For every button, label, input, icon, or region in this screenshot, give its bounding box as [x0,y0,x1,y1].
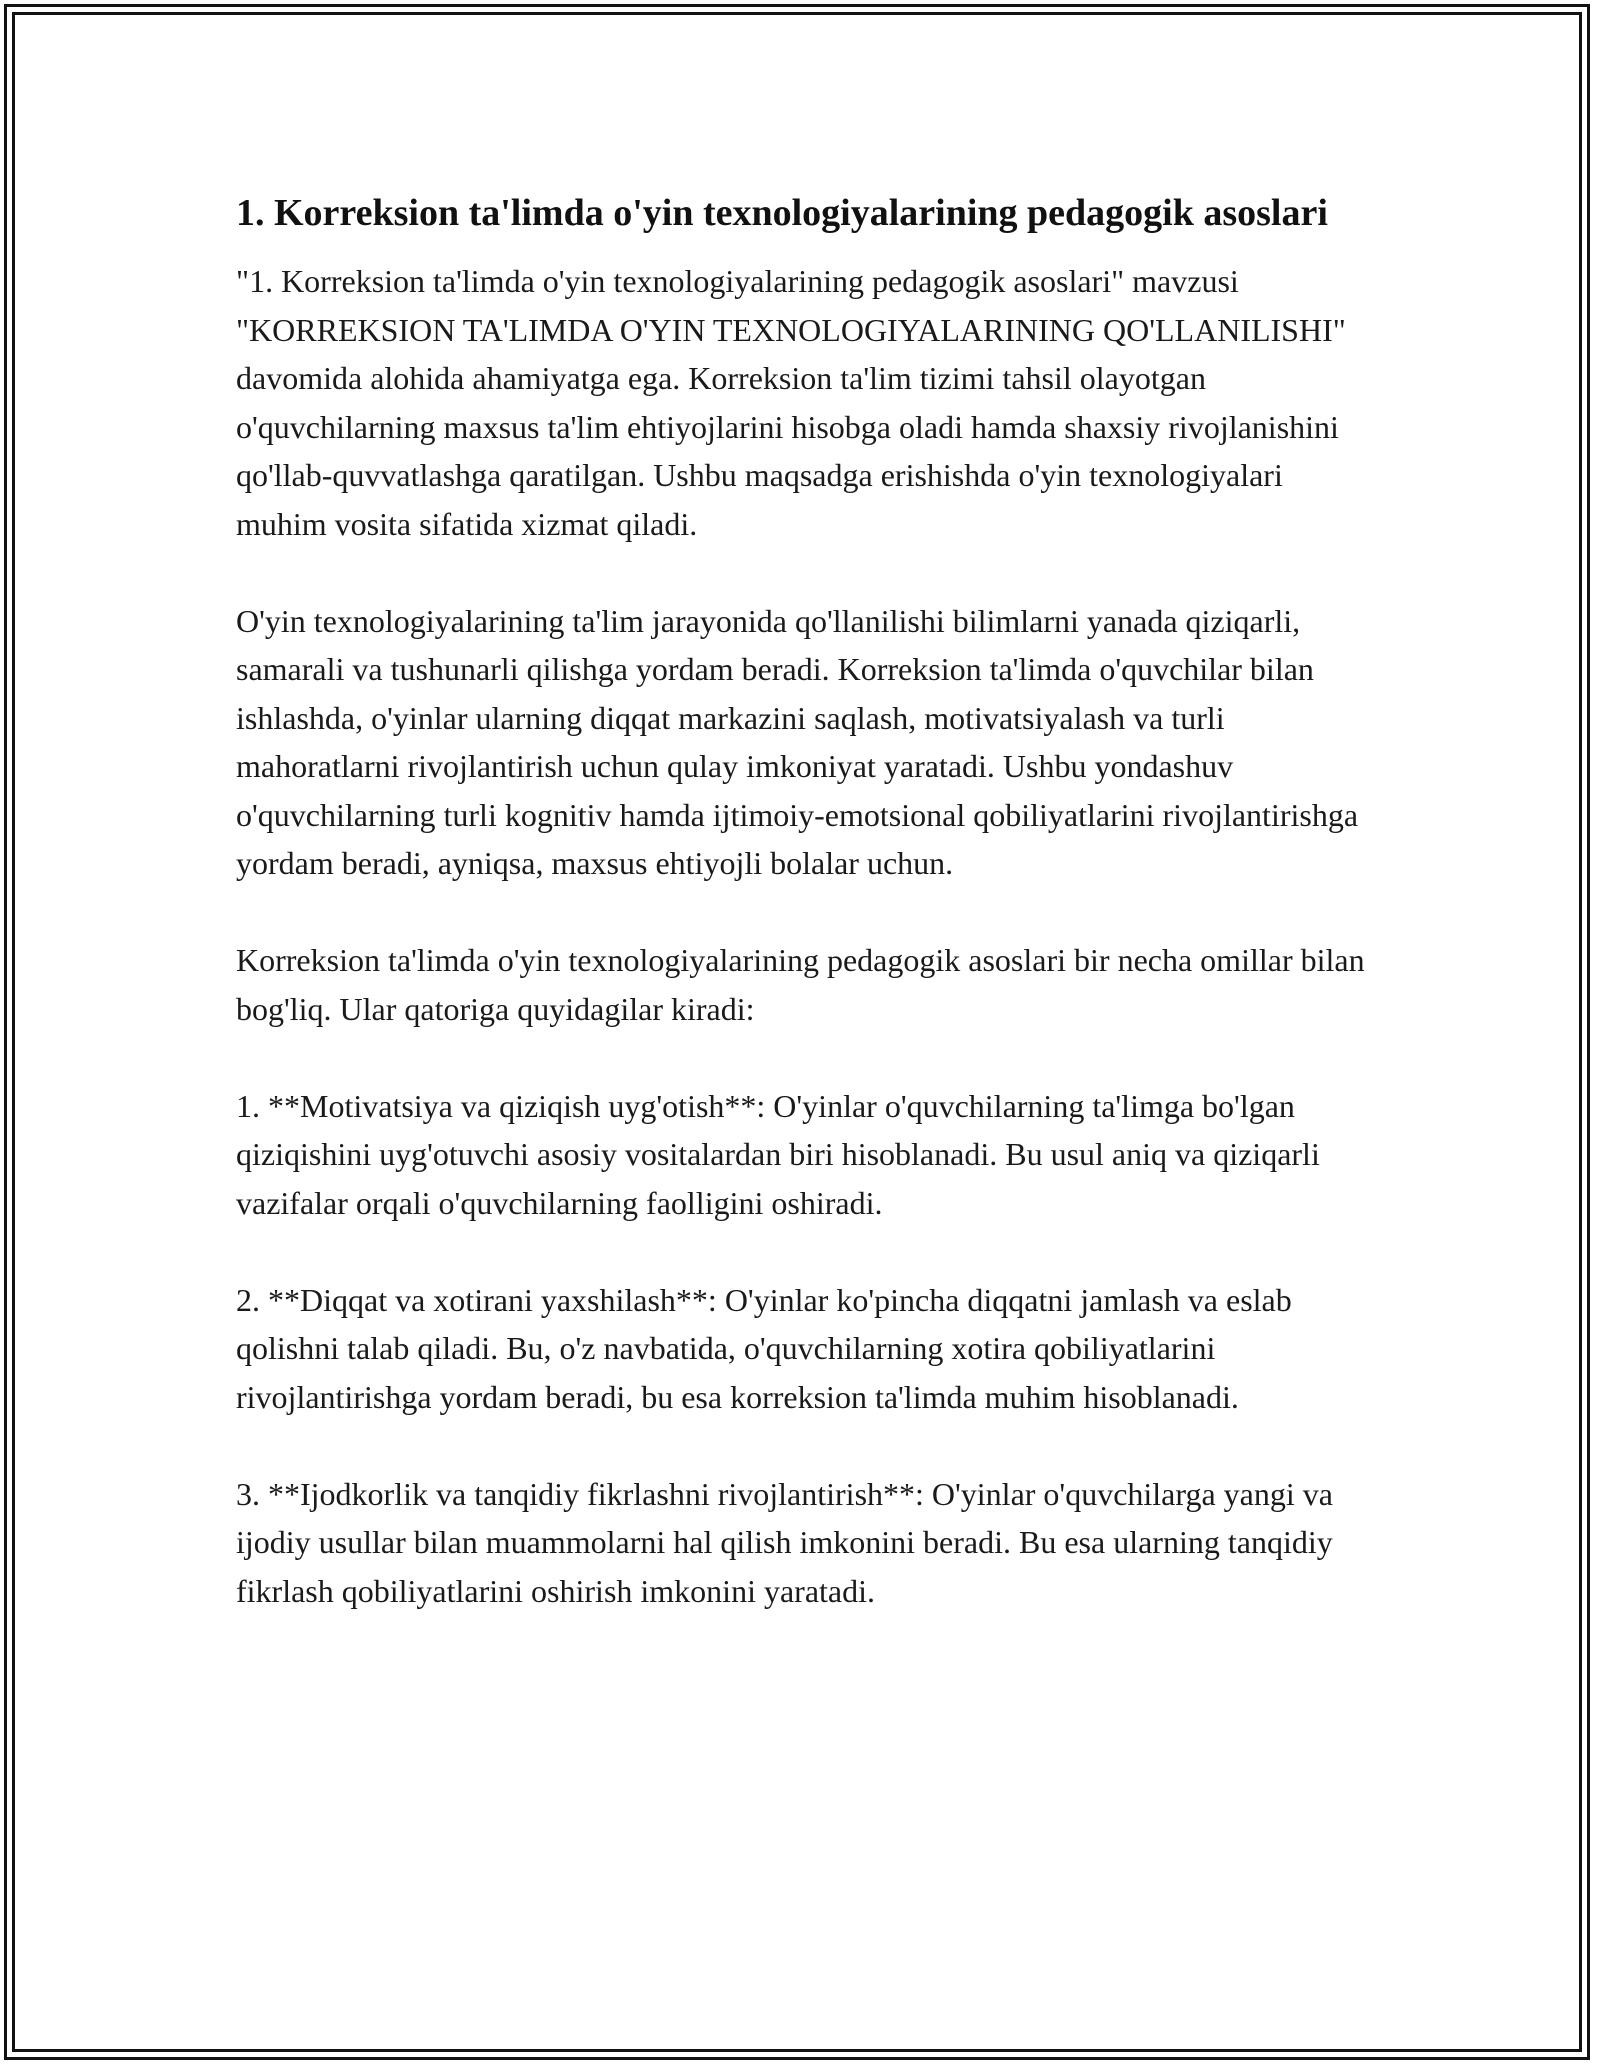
list-item-creativity: 3. **Ijodkorlik va tanqidiy fikrlashni rivojlantirish**: O'yinlar o'quvchilarga yangi va ijodiy usullar bilan muammolarni hal qilish imkonini beradi. Bu esa ularning tanqidiy fikrlash qobiliyatlarini oshirish imkonini yaratadi. [236,1475,1333,1609]
paragraph-game-technologies: O'yin texnologiyalarining ta'lim jarayonida qo'llanilishi bilimlarni yanada qiziqarli, samarali va tushunarli qilishga yordam beradi. Korreksion ta'limda o'quvchilar bilan ishlashda, o'yinlar ularning diqqat markazini saqlash, motivatsiyalash va turli mahoratlarni rivojlantirish uchun qulay imkoniyat yaratadi. Ushbu yondashuv o'quvchilarning turli kognitiv hamda ijtimoiy-emotsional qobiliyatlarini rivojlantirishga yordam beradi, ayniqsa, maxsus ehtiyojli bolalar uchun. [236,602,1359,881]
paragraph-pedagogical-factors: Korreksion ta'limda o'yin texnologiyalarining pedagogik asoslari bir necha omillar bilan bog'liq. Ular qatoriga quyidagilar kiradi: [236,942,1365,1027]
document-body [236,186,1372,1664]
paragraph-intro: "1. Korreksion ta'limda o'yin texnologiyalarining pedagogik asoslari" mavzusi "KORREKSION TA'LIMDA O'YIN TEXNOLOGIYALARINING QO'LLANILISHI" davomida alohida ahamiyatga ega. Korreksion ta'lim tizimi tahsil olayotgan o'quvchilarning maxsus ta'lim ehtiyojlarini hisobga oladi hamda shaxsiy rivojlanishini qo'llab-quvvatlashga qaratilgan. Ushbu maqsadga erishishda o'yin texnologiyalari muhim vosita sifatida xizmat qiladi. [236,263,1346,542]
list-item-attention-memory: 2. **Diqqat va xotirani yaxshilash**: O'yinlar ko'pincha diqqatni jamlash va eslab qolishni talab qiladi. Bu, o'z navbatida, o'quvchilarning xotira qobiliyatlarini rivojlantirishga yordam beradi, bu esa korreksion ta'limda muhim hisoblanadi. [236,1281,1292,1415]
section-title: 1. Korreksion ta'limda o'yin texnologiyalarining pedagogik asoslari [236,192,1328,234]
list-item-motivation: 1. **Motivatsiya va qiziqish uyg'otish**: O'yinlar o'quvchilarning ta'limga bo'lgan qiziqishini uyg'otuvchi asosiy vositalardan biri hisoblanadi. Bu usul aniq va qiziqarli vazifalar orqali o'quvchilarning faolligini oshiradi. [236,1087,1320,1221]
